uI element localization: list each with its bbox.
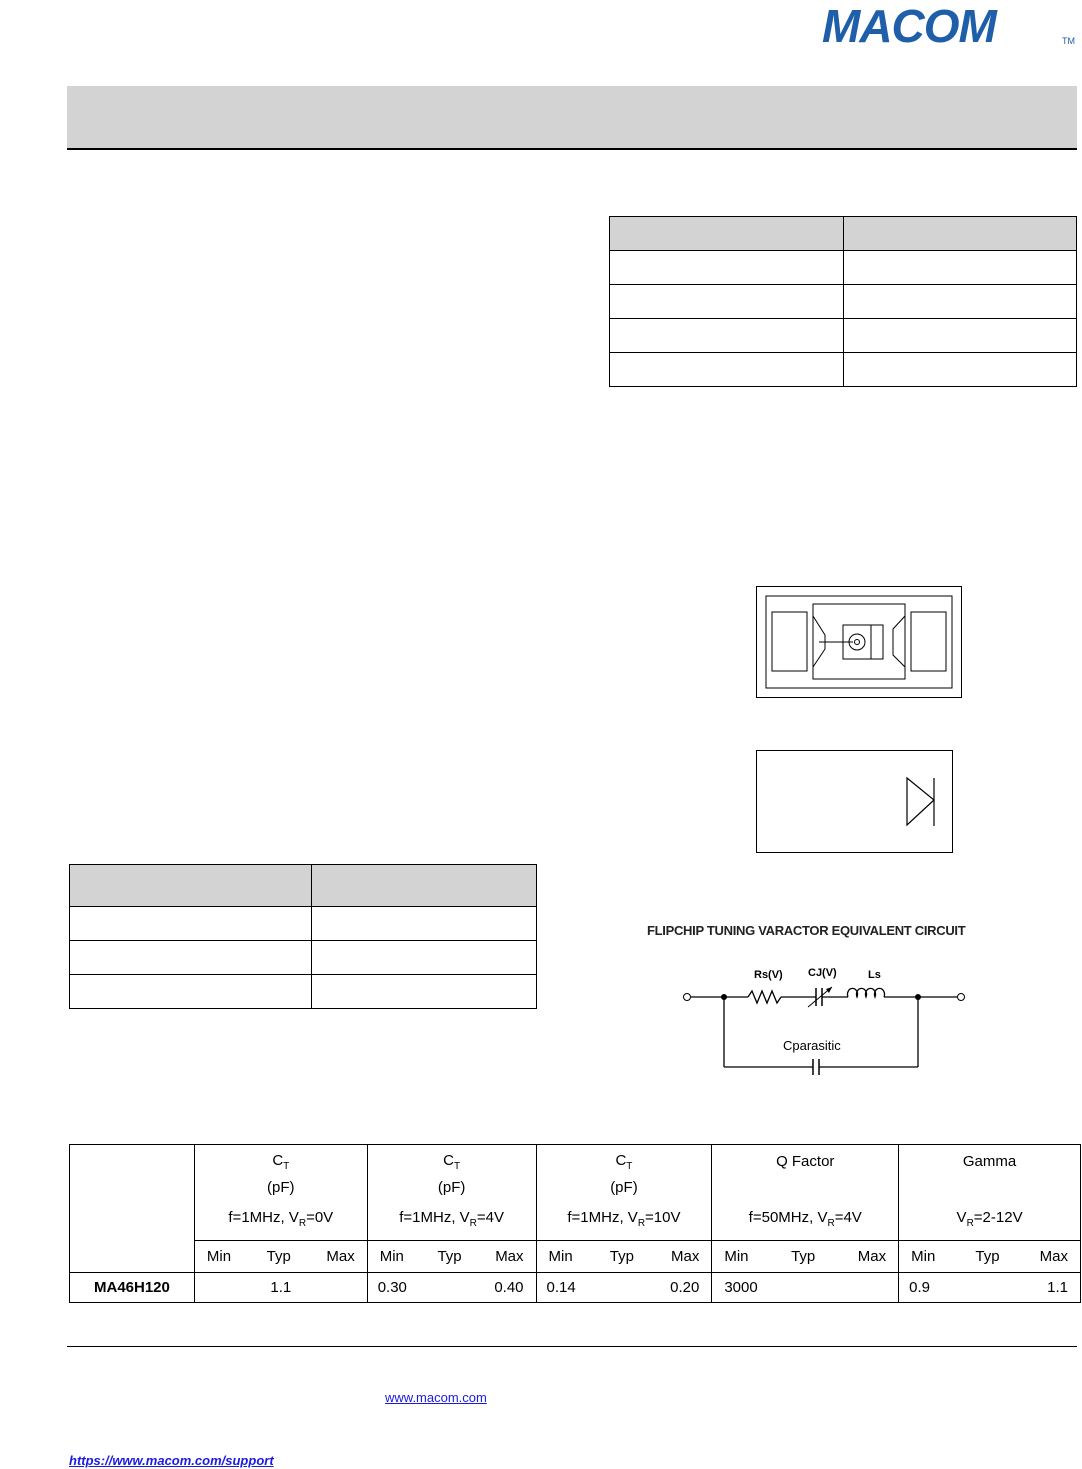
diode-icon (907, 778, 934, 825)
support-link[interactable]: https://www.macom.com/support (69, 1453, 274, 1468)
q-factor-cond: f=50MHz, $V_R=4V$ (712, 1179, 899, 1241)
trademark: TM (1062, 36, 1075, 46)
gamma-cond: $V_R=2-12V$ (899, 1179, 1081, 1241)
diode-symbol-box (756, 750, 953, 853)
gamma-subheaders: Min Typ Max (899, 1241, 1081, 1273)
ct-10v-cond: (pF) f=1MHz, $V_R=10V$ (536, 1179, 712, 1241)
resistor-icon (748, 991, 781, 1003)
ct-4v-subheaders: Min Typ Max (367, 1241, 536, 1273)
ct-4v-symbol: $C_T$ (367, 1145, 536, 1179)
q-factor-subheaders: Min Typ Max (712, 1241, 899, 1273)
footer-rule (67, 1346, 1077, 1347)
ct-0v-symbol: $C_T$ (194, 1145, 367, 1179)
ct-4v-values: 0.30 0.40 (367, 1273, 536, 1303)
ct-0v-subheaders: Min Typ Max (194, 1241, 367, 1273)
q-factor-symbol: Q Factor (712, 1145, 899, 1179)
title-rule (67, 148, 1077, 150)
ct-10v-subheaders: Min Typ Max (536, 1241, 712, 1273)
q-factor-values: 3000 (712, 1273, 899, 1303)
title-band (67, 86, 1077, 148)
equivalent-circuit (680, 960, 970, 1080)
svg-text:CJ(V): CJ(V) (808, 967, 837, 979)
ct-0v-values: 1.1 (194, 1273, 367, 1303)
gamma-values: 0.9 1.1 (899, 1273, 1081, 1303)
ct-4v-cond: (pF) f=1MHz, $V_R=4V$ (367, 1179, 536, 1241)
circuit-title: FLIPCHIP TUNING VARACTOR EQUIVALENT CIRCUIT (647, 923, 966, 938)
svg-text:Rs(V): Rs(V) (754, 969, 783, 981)
right-top-table (609, 216, 1077, 387)
macom-logo (820, 2, 1080, 50)
logo-text: MACOM (822, 2, 996, 50)
svg-text:Ls: Ls (868, 969, 881, 981)
chip-outline-drawing (756, 586, 962, 698)
left-table (69, 864, 537, 1009)
svg-text:Cparasitic: Cparasitic (783, 1038, 841, 1053)
website-link[interactable]: www.macom.com (385, 1390, 487, 1405)
spec-table (69, 1144, 1081, 1303)
ct-10v-values: 0.14 0.20 (536, 1273, 712, 1303)
inductor-icon (848, 988, 885, 997)
ct-10v-symbol: $C_T$ (536, 1145, 712, 1179)
gamma-symbol: Gamma (899, 1145, 1081, 1179)
ct-0v-cond: (pF) f=1MHz, $V_R=0V$ (194, 1179, 367, 1241)
part-number: MA46H120 (70, 1273, 195, 1303)
